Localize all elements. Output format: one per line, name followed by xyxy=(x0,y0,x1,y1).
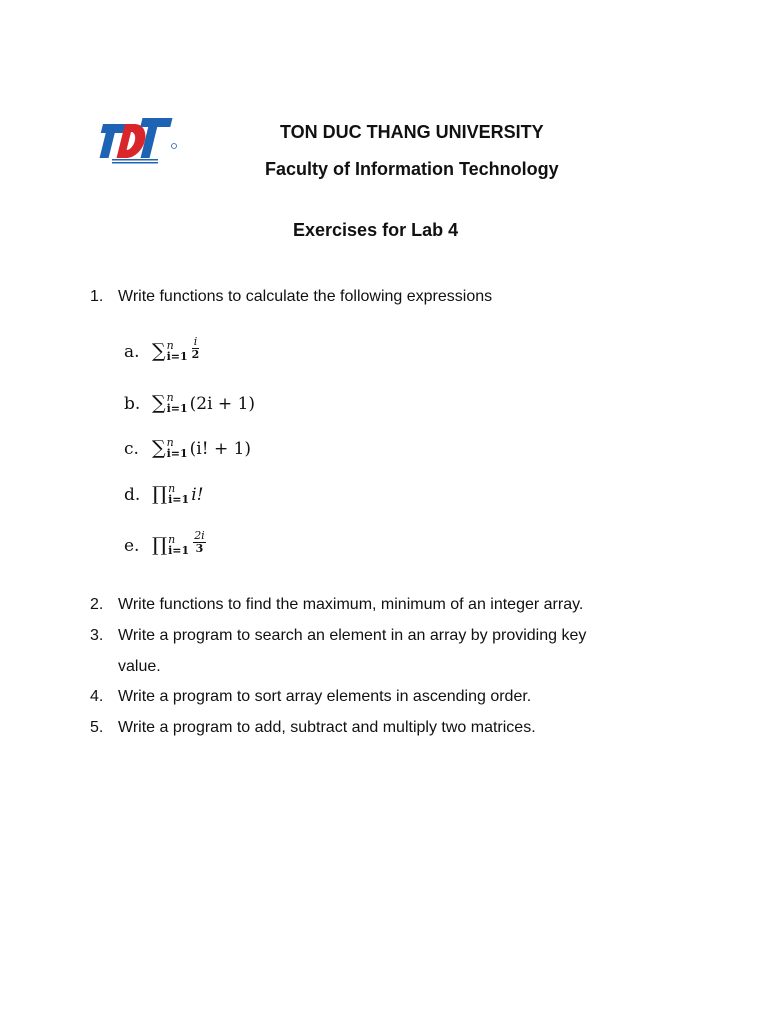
sum-symbol: ∑ xyxy=(152,437,166,459)
exercise-item-3-continuation: value. xyxy=(118,658,161,675)
product-symbol: ∏ xyxy=(152,534,168,556)
tdt-logo-icon xyxy=(92,112,178,168)
exercise-item-1: 1. Write functions to calculate the following expressions xyxy=(90,288,493,305)
exercise-item-4: 4. Write a program to sort array elements in ascending order. xyxy=(90,688,532,705)
university-name: TON DUC THANG UNIVERSITY xyxy=(280,122,544,142)
fraction: $\frac{i}{2}$ xyxy=(191,335,200,361)
sum-symbol: ∑ xyxy=(152,340,166,362)
exercise-title: Exercises for Lab 4 xyxy=(293,220,459,240)
exercise-item-2: 2. Write functions to find the maximum, minimum of an integer array. xyxy=(90,596,584,613)
faculty-name: Faculty of Information Technology xyxy=(265,159,559,179)
fraction: $\frac{2i}{3}$ xyxy=(194,529,205,555)
university-logo xyxy=(92,112,178,168)
product-symbol: ∏ xyxy=(152,483,168,505)
exercise-item-3: 3. Write a program to search an element in an array by providing key xyxy=(90,627,587,644)
exercise-item-5: 5. Write a program to add, subtract and multiply two matrices. xyxy=(90,719,536,736)
sum-symbol: ∑ xyxy=(152,392,166,414)
